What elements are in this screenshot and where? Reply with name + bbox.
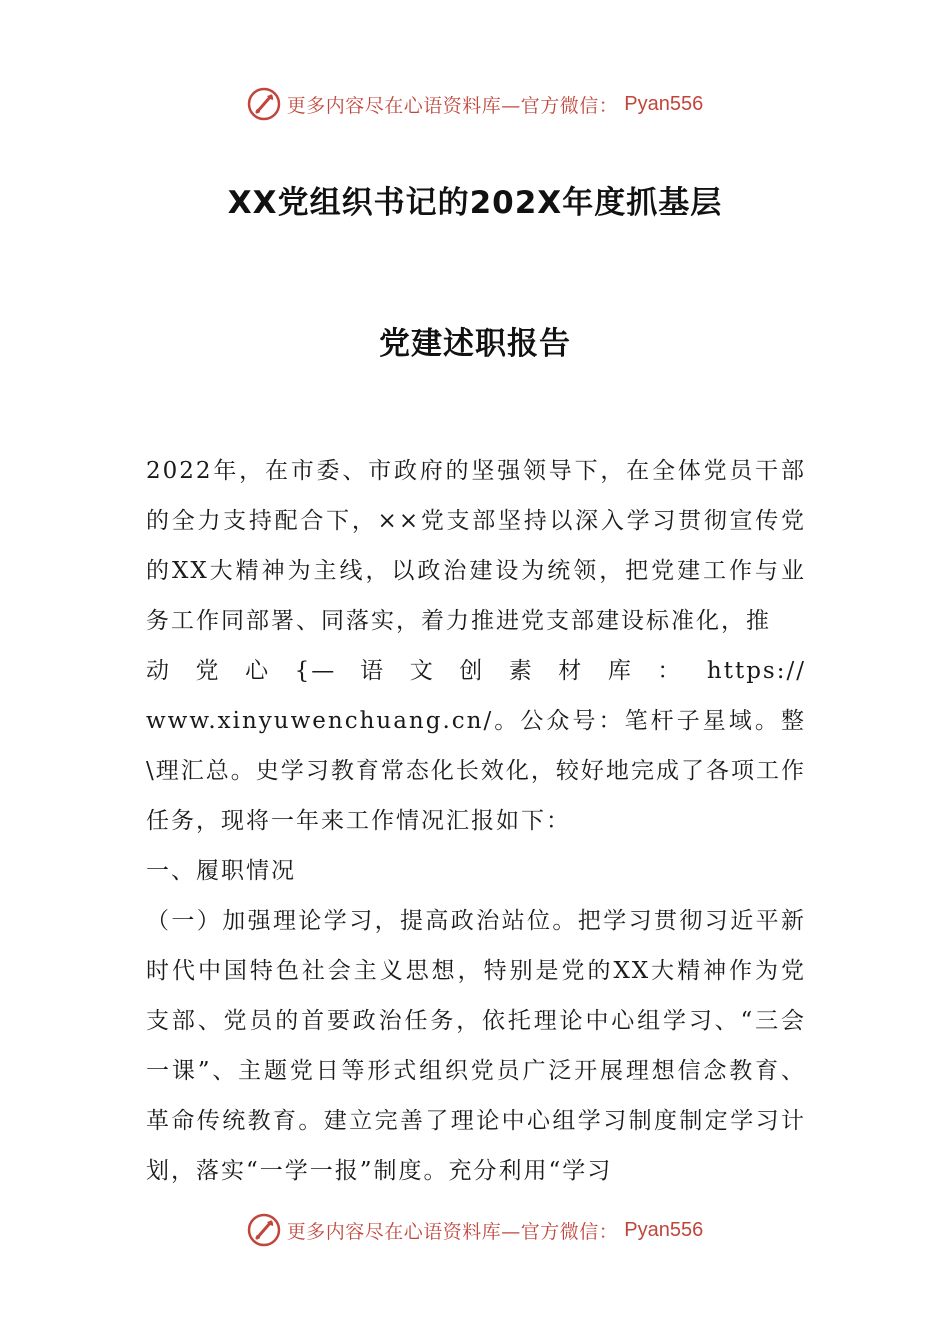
watermark-text: 更多内容尽在心语资料库—官方微信： [286, 94, 619, 117]
watermark-footer [0, 1210, 950, 1250]
quill-logo-icon [247, 87, 281, 121]
document-title-line-1: XX党组织书记的202X年度抓基层 [227, 185, 723, 221]
document-body [146, 446, 806, 1196]
watermark-wechat-id: Pyan556 [624, 1218, 704, 1241]
paragraph-theory-study: （一）加强理论学习，提高政治站位。把学习贯彻习近平新时代中国特色社会主义思想，特别是党的XX大精神作为党支部、党员的首要政治任务，依托理论中心组学习、“三会一课”、主题党日等形式组织党员广泛开展理想信念教育、革命传统教育。建立完善了理论中心组学习制度制定学习计划，落实“一学一报”制度。充分利用“学习 [146, 908, 806, 1184]
document-title-line-2: 党建述职报告 [379, 326, 571, 362]
paragraph-intro-a: 2022年，在市委、市政府的坚强领导下，在全体党员干部的全力支持配合下，××党支部坚持以深入学习贯彻宣传党的XX大精神为主线，以政治建设为统领，把党建工作与业务工作同部署、同落实，着力推进党支部建设标准化，推 [146, 458, 806, 634]
watermark-header [0, 84, 950, 124]
quill-logo-icon [247, 1213, 281, 1247]
watermark-wechat-id: Pyan556 [624, 92, 704, 115]
watermark-text: 更多内容尽在心语资料库—官方微信： [286, 1220, 619, 1243]
section-heading-1: 一、履职情况 [146, 858, 296, 884]
paragraph-intro-c: www.xinyuwenchuang.cn/。公众号：笔杆子星域。整\理汇总。史学习教育常态化长效化，较好地完成了各项工作任务，现将一年来工作情况汇报如下： [146, 708, 806, 834]
paragraph-intro-b: 动 党 心 {— 语 文 创 素 材 库 ： https:// [146, 658, 806, 684]
